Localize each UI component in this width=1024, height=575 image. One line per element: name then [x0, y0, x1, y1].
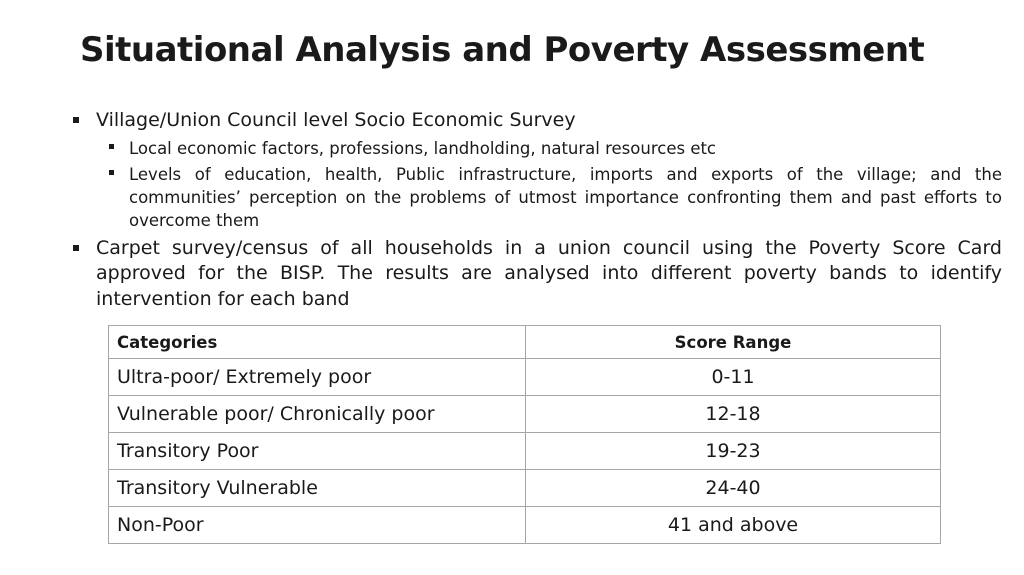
table-row [109, 359, 941, 396]
category-cell: Vulnerable poor/ Chronically poor [109, 396, 526, 433]
slide-title: Situational Analysis and Poverty Assessment [80, 30, 925, 70]
sub-bullet-item: Levels of education, health, Public infrastructure, imports and exports of the village; and the communities’ perception on the problems of utmost importance confronting them and past efforts to overcome them [106, 163, 1002, 232]
score-range-cell: 0-11 [526, 359, 941, 396]
bullet-item: Carpet survey/census of all households in a union council using the Poverty Score Card approved for the BISP. The results are analysed into different poverty bands to identify intervention for each band [72, 236, 1002, 313]
score-range-cell: 41 and above [526, 507, 941, 544]
category-cell: Transitory Poor [109, 433, 526, 470]
poverty-score-table [108, 325, 941, 544]
table-header-row [109, 326, 941, 359]
bullet-item: Village/Union Council level Socio Economic Survey [72, 108, 1002, 134]
table-row [109, 433, 941, 470]
table-row [109, 470, 941, 507]
category-cell: Transitory Vulnerable [109, 470, 526, 507]
score-range-cell: 24-40 [526, 470, 941, 507]
bullet-list [72, 108, 1002, 314]
column-header-score-range: Score Range [526, 326, 941, 359]
sub-bullet-list [72, 137, 1002, 232]
category-cell: Ultra-poor/ Extremely poor [109, 359, 526, 396]
score-range-cell: 19-23 [526, 433, 941, 470]
table-row [109, 507, 941, 544]
category-cell: Non-Poor [109, 507, 526, 544]
score-range-cell: 12-18 [526, 396, 941, 433]
table-row [109, 396, 941, 433]
column-header-categories: Categories [109, 326, 526, 359]
sub-bullet-item: Local economic factors, professions, landholding, natural resources etc [106, 137, 1002, 160]
